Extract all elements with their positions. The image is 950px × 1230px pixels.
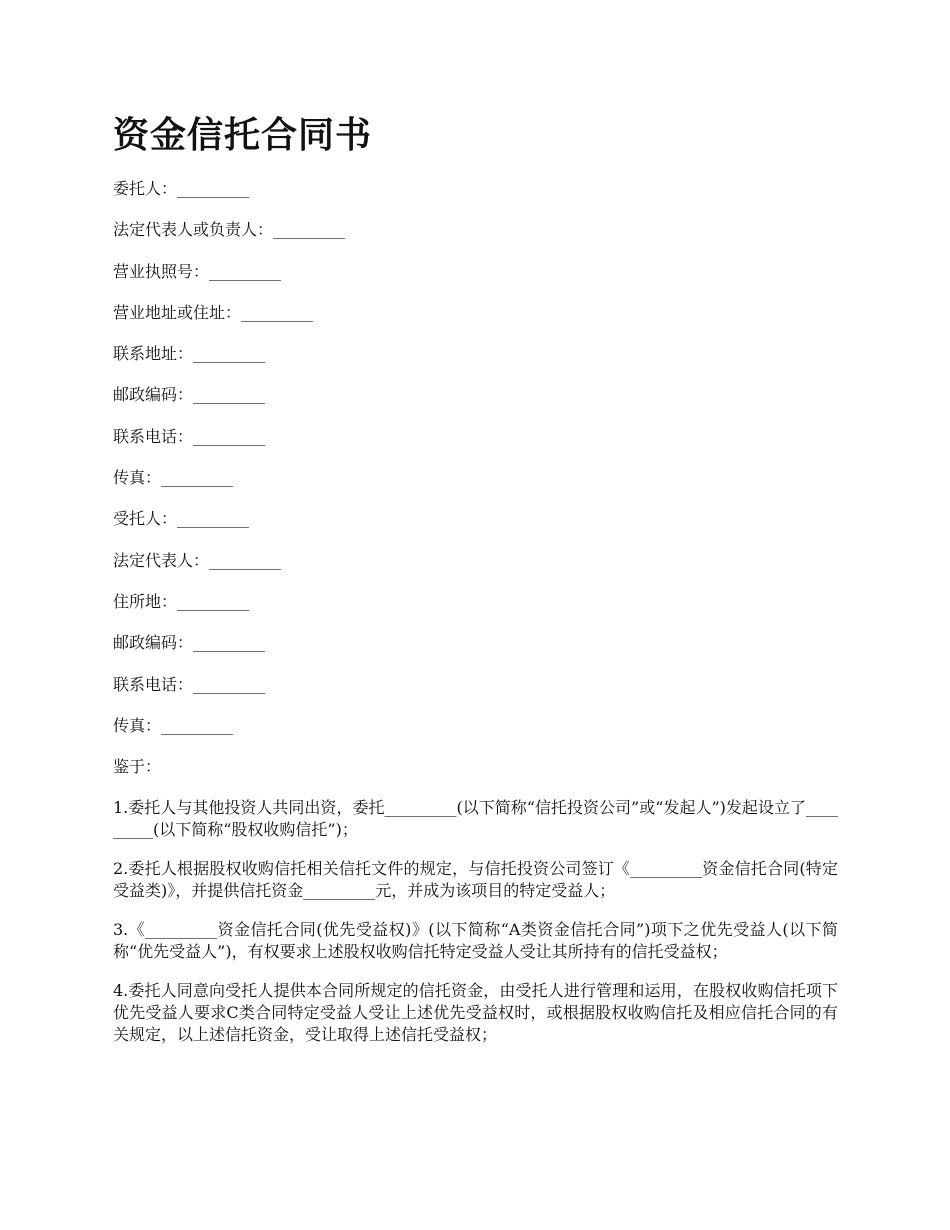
field-label: 传真： bbox=[113, 468, 162, 488]
field-label: 联系地址： bbox=[113, 344, 194, 364]
whereas-label: 鉴于： bbox=[113, 757, 162, 777]
field-label: 营业地址或住址： bbox=[113, 302, 242, 322]
field-blank: _________ bbox=[193, 633, 266, 653]
field-fax-2 bbox=[113, 715, 838, 737]
field-trustee bbox=[113, 508, 838, 530]
party-fields bbox=[113, 178, 838, 737]
field-label: 联系电话： bbox=[113, 426, 194, 446]
field-blank: _________ bbox=[273, 220, 346, 240]
field-blank: _________ bbox=[177, 509, 250, 529]
whereas-paragraph: 4.委托人同意向受托人提供本合同所规定的信托资金，由受托人进行管理和运用，在股权收购信托项下优先受益人要求C类合同特定受益人受让上述优先受益权时，或根据股权收购信托及相应信托合同的有关规定，以上述信托资金，受让取得上述信托受益权； bbox=[113, 981, 838, 1045]
field-label: 受托人： bbox=[113, 509, 178, 529]
document-page bbox=[113, 108, 838, 1063]
field-label: 邮政编码： bbox=[113, 385, 194, 405]
field-blank: _________ bbox=[241, 302, 314, 322]
field-blank: _________ bbox=[193, 426, 266, 446]
whereas-paragraph: 3.《_________资金信托合同(优先受益权)》(以下简称“A类资金信托合同”)项下之优先受益人(以下简称“优先受益人”)，有权要求上述股权收购信托特定受益人受让其所持有的信托受益权； bbox=[113, 920, 838, 962]
field-legal-rep bbox=[113, 550, 838, 572]
field-label: 住所地： bbox=[113, 591, 178, 611]
field-label: 邮政编码： bbox=[113, 633, 194, 653]
field-label: 营业执照号： bbox=[113, 261, 210, 281]
field-label: 法定代表人： bbox=[113, 550, 210, 570]
whereas-paragraph: 2.委托人根据股权收购信托相关信托文件的规定，与信托投资公司签订《_________资金信托合同(特定受益类)》，并提供信托资金_________元，并成为该项目的特定受益人； bbox=[113, 859, 838, 901]
field-business-address bbox=[113, 302, 838, 324]
field-label: 法定代表人或负责人： bbox=[113, 220, 274, 240]
field-fax bbox=[113, 467, 838, 489]
field-blank: _________ bbox=[161, 715, 234, 735]
whereas-clauses bbox=[113, 797, 838, 1046]
field-label: 委托人： bbox=[113, 179, 178, 198]
field-entrustor bbox=[113, 178, 838, 200]
field-blank: _________ bbox=[177, 591, 250, 611]
field-blank: _________ bbox=[193, 344, 266, 364]
field-blank: _________ bbox=[161, 468, 234, 488]
field-business-license bbox=[113, 261, 838, 283]
field-label: 传真： bbox=[113, 715, 162, 735]
field-blank: _________ bbox=[193, 385, 266, 405]
whereas-paragraph: 1.委托人与其他投资人共同出资，委托_________(以下简称“信托投资公司”或“发起人”)发起设立了_________(以下简称“股权收购信托”)； bbox=[113, 798, 838, 840]
field-domicile bbox=[113, 591, 838, 613]
field-blank: _________ bbox=[209, 261, 282, 281]
field-blank: _________ bbox=[209, 550, 282, 570]
field-blank: _________ bbox=[193, 674, 266, 694]
field-postal-code-2 bbox=[113, 632, 838, 654]
field-contact-address bbox=[113, 343, 838, 365]
field-label: 联系电话： bbox=[113, 674, 194, 694]
field-phone-2 bbox=[113, 674, 838, 696]
field-blank: _________ bbox=[177, 179, 250, 198]
field-postal-code bbox=[113, 384, 838, 406]
field-phone bbox=[113, 426, 838, 448]
document-title: 资金信托合同书 bbox=[113, 115, 373, 156]
field-legal-rep-or-principal bbox=[113, 219, 838, 241]
